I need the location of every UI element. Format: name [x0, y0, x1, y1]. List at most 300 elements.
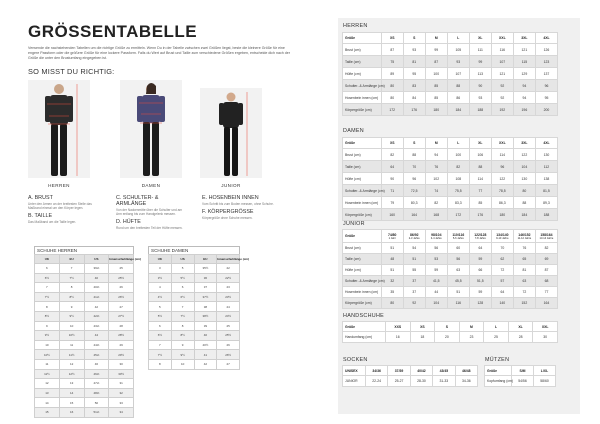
table-cell: 60	[447, 243, 469, 254]
table-cell: 85	[425, 92, 447, 104]
table-cell: 88	[513, 197, 535, 209]
table-cell: 99	[425, 44, 447, 56]
table-header-row	[343, 138, 558, 149]
gloves-section-title: HANDSCHUHE	[343, 313, 385, 319]
table-cell: 64	[381, 161, 403, 173]
table-cell: 168	[425, 209, 447, 221]
shoe-cell: 6	[149, 321, 172, 331]
shoe-cell: 44	[84, 331, 109, 341]
header-cell: 43/45	[433, 366, 455, 376]
table-cell: 51	[381, 265, 403, 276]
shoe-cell: 16	[59, 407, 84, 417]
header-cell: L	[447, 33, 469, 44]
table-cell: 28	[508, 332, 533, 343]
table-cell: 59	[425, 265, 447, 276]
table-cell: 99	[469, 56, 491, 68]
shoe-row	[149, 283, 240, 293]
shoe-header-cell: UK	[35, 255, 60, 264]
table-cell: 54	[403, 243, 425, 254]
shoe-row	[35, 321, 134, 331]
table-row	[343, 161, 558, 173]
table-header-row	[485, 366, 556, 376]
shoe-cell: 26	[109, 283, 134, 293]
header-size: 86/92	[409, 232, 419, 237]
table-header-row	[343, 33, 558, 44]
shoe-cell: 4	[149, 283, 172, 293]
shoe-cell: 27	[109, 302, 134, 312]
shoe-cell: 13	[59, 379, 84, 389]
junior-model-image	[211, 88, 251, 178]
table-cell: 68	[535, 276, 557, 287]
table-cell: 172	[447, 209, 469, 221]
table-cell: 96	[491, 161, 513, 173]
table-cell: 85	[425, 80, 447, 92]
row-label: Schulter- & Armlänge (cm)	[343, 276, 382, 287]
shoe-cell: 10	[171, 359, 194, 369]
header-cell: S	[403, 33, 425, 44]
shoe-cell: 28½	[109, 331, 134, 341]
shoe-cell: 51⅓	[84, 407, 109, 417]
table-cell: 78,5	[491, 185, 513, 197]
shoes-men-title: SCHUHE HERREN	[34, 246, 134, 255]
table-cell: 81	[403, 56, 425, 68]
table-row	[343, 376, 478, 387]
legend-chest-desc: Unter den Armen an der breitesten Stelle das Maßband einmal um den Körper legen.	[28, 202, 92, 210]
damen-size-table	[342, 137, 558, 221]
header-size: 122/128	[474, 232, 487, 237]
table-cell: 90	[381, 173, 403, 185]
header-cell: Größe	[343, 138, 382, 149]
table-cell: 88	[469, 161, 491, 173]
table-cell: 83	[403, 80, 425, 92]
shoe-cell: 14	[35, 398, 60, 408]
table-cell: 113	[469, 68, 491, 80]
table-cell: 58/60	[533, 376, 555, 387]
shoe-cell: 6	[35, 264, 60, 274]
header-cell: Größe	[343, 33, 382, 44]
table-cell: 128	[469, 298, 491, 309]
table-cell: 126	[535, 44, 557, 56]
table-cell: 105	[447, 44, 469, 56]
shoe-cell: 25½	[217, 331, 240, 341]
table-cell: 107	[491, 56, 513, 68]
table-cell: 184	[447, 104, 469, 116]
hats-section-title: MÜTZEN	[485, 357, 510, 363]
shoe-cell: 44⅔	[84, 340, 109, 350]
shoes-men-table	[34, 254, 142, 418]
shoe-cell: 10	[59, 321, 84, 331]
shoe-row	[149, 292, 240, 302]
shoe-cell: 32	[109, 388, 134, 398]
header-cell	[403, 230, 425, 243]
row-label: Handumfang (cm)	[343, 332, 386, 343]
header-cell: L/XL	[533, 366, 555, 376]
table-cell: 16	[386, 332, 411, 343]
shoe-cell: 28	[109, 321, 134, 331]
shoe-cell: 33	[109, 398, 134, 408]
shoe-cell: 23	[217, 283, 240, 293]
legend-column-1	[28, 195, 100, 227]
table-cell: 93	[447, 56, 469, 68]
header-cell	[469, 230, 491, 243]
header-age: 9-10 Jahre	[496, 236, 509, 240]
shoe-cell: 29	[109, 340, 134, 350]
men-figure-label: HERREN	[48, 183, 70, 188]
table-row	[343, 254, 558, 265]
table-cell: 66	[469, 265, 491, 276]
shoe-row	[35, 292, 134, 302]
table-cell: 180	[491, 209, 513, 221]
shoe-cell: 37	[194, 283, 217, 293]
table-cell: 51	[381, 243, 403, 254]
table-row	[343, 287, 558, 298]
shoe-cell: 39	[194, 321, 217, 331]
herren-section-title: HERREN	[343, 23, 368, 29]
row-label: Brust (cm)	[343, 243, 382, 254]
shoe-cell: 36	[194, 273, 217, 283]
shoe-cell: 6½	[149, 331, 172, 341]
shoe-cell: 9½	[171, 350, 194, 360]
table-cell: 22-24	[365, 376, 387, 387]
shoe-cell: 10	[35, 340, 60, 350]
table-cell: 31-33	[433, 376, 455, 387]
shoe-cell: 8½	[35, 311, 60, 321]
shoe-cell: 25	[109, 264, 134, 274]
table-cell: 95	[403, 68, 425, 80]
shoe-row	[35, 359, 134, 369]
socks-section-title: SOCKEN	[343, 357, 368, 363]
shoe-cell: 7½	[171, 311, 194, 321]
shoe-cell: 40	[84, 273, 109, 283]
shoe-cell: 7½	[149, 350, 172, 360]
shoe-row	[35, 369, 134, 379]
header-cell: 37/39	[388, 366, 410, 376]
table-cell: 180	[425, 104, 447, 116]
legend-waist-desc: Das Maßband um die Taille legen.	[28, 220, 77, 224]
header-cell: M	[425, 33, 447, 44]
row-label: Hüfte (cm)	[343, 173, 382, 185]
shoe-cell: 41	[194, 350, 217, 360]
legend-height-desc: Körpergröße ohne Schuhe messen.	[202, 216, 253, 220]
shoe-cell: 12½	[59, 369, 84, 379]
shoes-women-table	[148, 254, 250, 370]
table-cell: 140	[491, 298, 513, 309]
header-cell: UNISEX	[343, 366, 366, 376]
table-cell: 111	[469, 44, 491, 56]
shoe-row	[35, 398, 134, 408]
table-cell: 72,5	[403, 185, 425, 197]
intro-text: Verwende die nachstehenden Tabellen um die richtige Größe zu ermitteln. Wenn Du in der Tabelle zwischen zwei Größen liegst, beste die kleinere Größe für eine engere Passform oder die größere Größe für eine lockere Passform. Falls du Wert auf Brust und Taille zum verschiedene Größen ergeben, entscheide dich nach der Größe die unter den Brustumfang eingegeben ist.	[28, 46, 290, 60]
shoe-cell: 5½	[171, 273, 194, 283]
header-size: 110/116	[452, 232, 465, 237]
table-cell: 114	[469, 173, 491, 185]
table-cell: 116	[491, 44, 513, 56]
gloves-size-table	[342, 321, 558, 343]
shoe-row	[149, 331, 240, 341]
table-cell: 59	[469, 254, 491, 265]
table-cell: 92	[491, 80, 513, 92]
table-cell: 176	[403, 104, 425, 116]
table-cell: 107	[447, 68, 469, 80]
shoe-row	[35, 302, 134, 312]
header-cell: 4XL	[535, 138, 557, 149]
header-cell	[491, 230, 513, 243]
header-cell: Größe	[485, 366, 512, 376]
header-size: 74/80	[387, 232, 397, 237]
table-cell: 83,3	[447, 197, 469, 209]
table-row	[343, 243, 558, 254]
row-label: Hüfte (cm)	[343, 68, 382, 80]
shoe-row	[149, 273, 240, 283]
table-cell: 51,5	[469, 276, 491, 287]
table-cell: 71	[381, 185, 403, 197]
table-cell: 70	[491, 243, 513, 254]
table-row	[343, 173, 558, 185]
table-cell: 200	[535, 104, 557, 116]
shoe-row	[35, 379, 134, 389]
table-row	[343, 276, 558, 287]
row-label: Taille (cm)	[343, 161, 382, 173]
header-cell: XXL	[491, 33, 513, 44]
junior-figure-label: JUNIOR	[221, 183, 241, 188]
table-cell: 130	[513, 173, 535, 185]
shoe-cell: 38	[194, 302, 217, 312]
header-size: Größe	[345, 234, 355, 238]
table-cell: 59	[469, 287, 491, 298]
table-cell: 80	[381, 80, 403, 92]
shoe-row	[149, 264, 240, 274]
legend-chest-title: A. BRUST	[28, 195, 53, 201]
shoe-cell: 9	[171, 340, 194, 350]
table-row	[343, 68, 558, 80]
shoe-cell: 47⅓	[84, 379, 109, 389]
shoe-row	[35, 350, 134, 360]
table-cell: 84	[403, 92, 425, 104]
table-cell: 63	[513, 276, 535, 287]
table-cell: 80	[381, 92, 403, 104]
shoe-cell: 8	[171, 321, 194, 331]
table-cell: 25-27	[388, 376, 410, 387]
header-cell: XL	[469, 33, 491, 44]
shoe-row	[35, 331, 134, 341]
legend-hip-title: D. HÜFTE	[116, 219, 141, 225]
table-cell: 123	[535, 56, 557, 68]
shoe-cell: 45⅓	[84, 350, 109, 360]
table-cell: 30	[533, 332, 558, 343]
header-cell: XXS	[386, 322, 411, 332]
table-row	[343, 44, 558, 56]
header-cell: L	[447, 138, 469, 149]
table-cell: 122	[513, 149, 535, 161]
shoe-cell: 42	[84, 302, 109, 312]
junior-section-title: JUNIOR	[343, 221, 365, 227]
header-cell: XXL	[533, 322, 558, 332]
shoe-cell: 26½	[109, 292, 134, 302]
header-age: 11-12 Jahre	[517, 236, 532, 240]
shoe-cell: 11	[59, 340, 84, 350]
shoe-cell: 8	[59, 283, 84, 293]
shoe-cell: 8½	[171, 331, 194, 341]
shoe-cell: 5	[171, 264, 194, 274]
shoe-cell: 22½	[217, 273, 240, 283]
row-label: Brust (cm)	[343, 44, 382, 56]
row-label: JUNIOR	[343, 376, 366, 387]
shoe-row	[149, 350, 240, 360]
table-cell: 70	[403, 161, 425, 173]
table-row	[343, 80, 558, 92]
header-age: 13-14 Jahre	[539, 236, 554, 240]
table-header-row	[343, 322, 558, 332]
table-cell: 196	[513, 104, 535, 116]
table-cell: 77	[535, 287, 557, 298]
damen-section-title: DAMEN	[343, 128, 364, 134]
table-cell: 188	[535, 209, 557, 221]
table-cell: 114	[491, 149, 513, 161]
shoe-cell: 8	[35, 302, 60, 312]
row-label: Körpergröße (cm)	[343, 209, 382, 221]
table-cell: 106	[469, 149, 491, 161]
shoe-cell: 43⅓	[84, 321, 109, 331]
table-cell: 75	[381, 56, 403, 68]
shoe-header-cell: Innenschuhlänge (cm)	[217, 255, 240, 264]
table-cell: 184	[513, 209, 535, 221]
table-row	[343, 209, 558, 221]
socks-size-table	[342, 365, 478, 387]
shoe-cell: 12	[59, 359, 84, 369]
shoe-cell: 30½	[109, 369, 134, 379]
table-cell: 76	[425, 161, 447, 173]
shoe-cell: 29½	[109, 350, 134, 360]
table-cell: 65	[513, 254, 535, 265]
table-cell: 112	[535, 161, 557, 173]
table-cell: 63	[447, 265, 469, 276]
header-cell: S	[403, 138, 425, 149]
shoe-cell: 7	[35, 283, 60, 293]
shoe-cell: 12	[35, 379, 60, 389]
table-cell: 69	[535, 254, 557, 265]
table-cell: 92	[491, 92, 513, 104]
table-cell: 137	[535, 68, 557, 80]
table-cell: 23	[459, 332, 484, 343]
table-cell: 51	[447, 287, 469, 298]
table-cell: 74	[425, 185, 447, 197]
row-label: Schulter- & Armlänge (cm)	[343, 185, 382, 197]
shoe-cell: 7½	[59, 273, 84, 283]
table-cell: 76	[513, 243, 535, 254]
table-cell: 93	[469, 92, 491, 104]
men-figure	[28, 80, 90, 178]
shoe-cell: 11½	[35, 369, 60, 379]
legend-waist-title: B. TAILLE	[28, 213, 53, 219]
shoe-cell: 25½	[109, 273, 134, 283]
table-cell: 192	[491, 104, 513, 116]
table-row	[343, 92, 558, 104]
shoe-cell: 7½	[35, 292, 60, 302]
table-cell: 164	[535, 298, 557, 309]
table-cell: 86,3	[491, 197, 513, 209]
shoe-cell: 9	[35, 321, 60, 331]
shoe-cell: 3½	[149, 273, 172, 283]
header-cell: XS	[381, 138, 403, 149]
table-cell: 87	[535, 265, 557, 276]
shoe-row	[35, 311, 134, 321]
table-cell: 56	[447, 254, 469, 265]
shoe-cell: 14	[59, 388, 84, 398]
table-cell: 57	[491, 276, 513, 287]
shoe-row	[149, 359, 240, 369]
shoe-cell: 38½	[194, 311, 217, 321]
shoe-cell: 40½	[194, 340, 217, 350]
shoe-cell: 8	[149, 359, 172, 369]
table-cell: 41,5	[425, 276, 447, 287]
shoe-cell: 50	[84, 398, 109, 408]
header-size: 158/164	[540, 232, 553, 237]
shoe-cell: 26	[217, 340, 240, 350]
table-cell: 80	[513, 185, 535, 197]
header-cell: 3XL	[513, 33, 535, 44]
shoe-cell: 9½	[59, 311, 84, 321]
women-figure	[120, 80, 182, 178]
table-cell: 51	[403, 254, 425, 265]
shoe-cell: 40	[194, 331, 217, 341]
shoe-cell: 6	[171, 283, 194, 293]
shoe-row	[149, 302, 240, 312]
shoe-cell: 9	[59, 302, 84, 312]
table-cell: 96	[403, 173, 425, 185]
shoe-header-cell: UK	[149, 255, 172, 264]
table-cell: 20	[435, 332, 460, 343]
table-cell: 64	[469, 243, 491, 254]
table-cell: 77	[469, 185, 491, 197]
shoe-row	[35, 283, 134, 293]
table-cell: 116	[447, 298, 469, 309]
shoe-row	[35, 340, 134, 350]
shoe-row	[149, 321, 240, 331]
legend-shoulder-desc: Von der Nackenmitte über die Schulter und am Arm entlang bis zum Handgelenk messen.	[116, 208, 183, 216]
measure-heading: SO MISST DU RICHTIG:	[28, 67, 115, 76]
row-label: Taille (cm)	[343, 56, 382, 68]
shoe-header-cell: US	[84, 255, 109, 264]
header-age: 2-3 Jahre	[408, 236, 420, 240]
table-cell: 115	[513, 56, 535, 68]
table-cell: 88	[447, 80, 469, 92]
shoe-cell: 6½	[171, 292, 194, 302]
shoe-cell: 4½	[149, 292, 172, 302]
header-cell: 34/36	[365, 366, 387, 376]
header-cell: 40/42	[410, 366, 432, 376]
header-size: 134/140	[496, 232, 509, 237]
shoe-cell: 11	[35, 359, 60, 369]
shoe-cell: 31	[109, 379, 134, 389]
shoe-cell: 13	[35, 388, 60, 398]
shoe-row	[35, 264, 134, 274]
header-cell: XS	[381, 33, 403, 44]
page-title: GRÖSSENTABELLE	[28, 22, 198, 41]
table-cell: 88	[403, 149, 425, 161]
shoe-cell: 9½	[35, 331, 60, 341]
table-cell: 34-36	[455, 376, 477, 387]
shoe-cell: 10½	[35, 350, 60, 360]
table-cell: 48	[381, 254, 403, 265]
shoe-cell: 15	[35, 407, 60, 417]
table-cell: 55	[403, 265, 425, 276]
table-cell: 188	[469, 104, 491, 116]
table-cell: 75,5	[447, 185, 469, 197]
table-cell: 102	[425, 173, 447, 185]
header-cell: Größe	[343, 322, 386, 332]
table-cell: 85	[469, 197, 491, 209]
table-cell: 45,5	[447, 276, 469, 287]
